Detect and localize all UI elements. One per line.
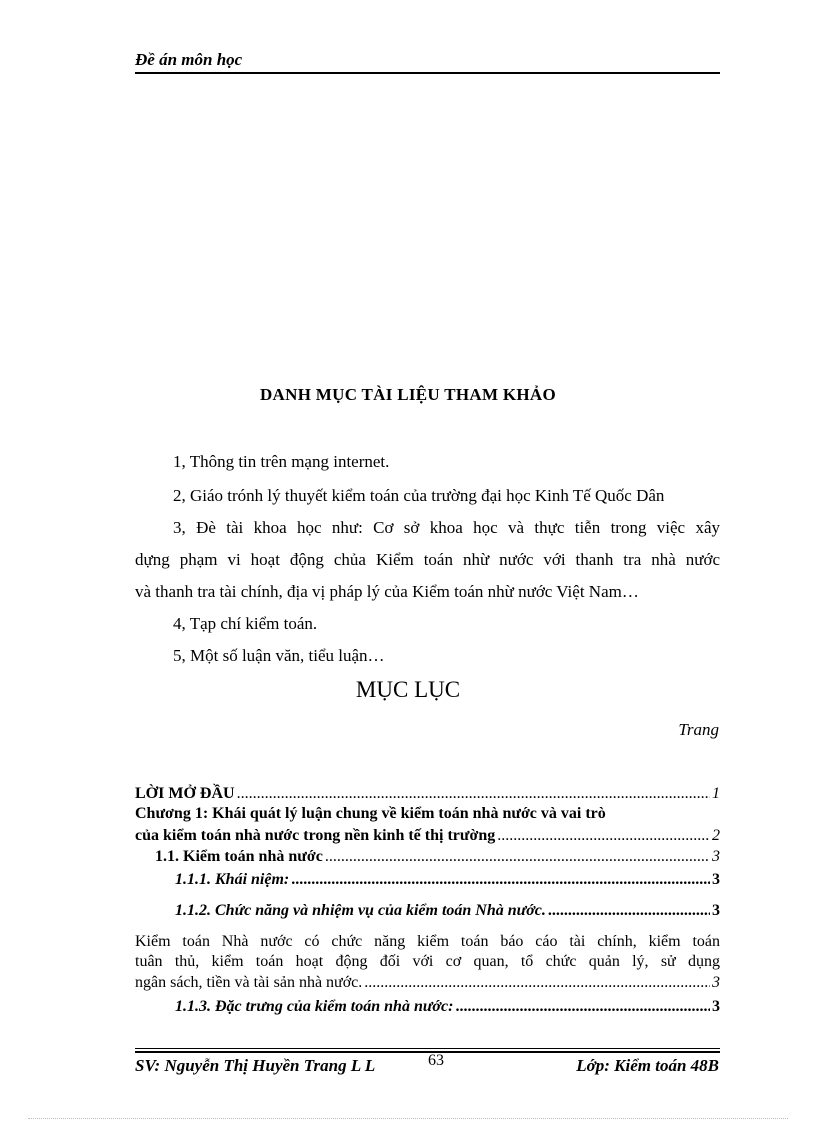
references-title: DANH MỤC TÀI LIỆU THAM KHẢO xyxy=(259,385,557,404)
toc-entry-page: 3 xyxy=(712,902,720,919)
page-edge xyxy=(28,1118,788,1119)
footer-student: SV: Nguyễn Thị Huyền Trang L L xyxy=(135,1056,376,1075)
toc-title: MỤC LỤC xyxy=(355,677,461,702)
toc-entry-page: 1 xyxy=(712,785,720,802)
reference-item: 2, Giáo trónh lý thuyết kiểm toán của trường đại học Kinh Tế Quốc Dân xyxy=(173,486,665,505)
header-title: Đề án môn học xyxy=(135,50,243,69)
toc-entry[interactable] xyxy=(135,785,720,803)
footer-class: Lớp: Kiểm toán 48B xyxy=(576,1056,719,1075)
toc-entry-page: 3 xyxy=(712,871,720,888)
reference-item: và thanh tra tài chính, địa vị pháp lý của Kiểm toán nhừ nước Việt Nam… xyxy=(135,582,639,601)
toc-entry-label: 1.1.2. Chức năng và nhiệm vụ của kiểm toán Nhà nước. xyxy=(175,902,546,919)
toc-entry[interactable] xyxy=(155,848,720,866)
toc-entry[interactable]: tuân thủ, kiểm toán hoạt động đối với cơ quan, tổ chức quản lý, sử dụng xyxy=(135,953,720,970)
toc-entry-page: 3 xyxy=(712,848,720,865)
toc-entry[interactable]: Chương 1: Khái quát lý luận chung về kiểm toán nhà nước và vai trò xyxy=(135,805,606,822)
toc-entry[interactable]: Kiểm toán Nhà nước có chức năng kiểm toán báo cáo tài chính, kiểm toán xyxy=(135,933,720,950)
toc-entry-label: của kiểm toán nhà nước trong nền kinh tế thị trường xyxy=(135,827,496,844)
toc-entry[interactable] xyxy=(175,871,720,889)
toc-page-label: Trang xyxy=(678,720,719,739)
reference-item: 4, Tạp chí kiểm toán. xyxy=(173,614,318,633)
toc-entry[interactable] xyxy=(135,827,720,845)
toc-entry[interactable] xyxy=(175,998,720,1016)
toc-entry-page: 3 xyxy=(712,974,720,991)
reference-item: dựng phạm vi hoạt động chủa Kiểm toán nhừ nước với thanh tra nhà nước xyxy=(135,550,720,569)
toc-entry-page: 3 xyxy=(712,998,720,1015)
reference-item: 5, Một số luận văn, tiểu luận… xyxy=(173,646,385,665)
toc-entry-page: 2 xyxy=(712,827,720,844)
footer-divider xyxy=(135,1048,720,1049)
reference-item: 1, Thông tin trên mạng internet. xyxy=(173,452,390,471)
reference-item: 3, Đè tài khoa học như: Cơ sở khoa học và thực tiễn trong việc xây xyxy=(173,518,720,537)
toc-entry[interactable] xyxy=(175,902,720,920)
toc-entry-label: ngân sách, tiền và tài sản nhà nước. xyxy=(135,974,363,991)
toc-entry-label: 1.1. Kiểm toán nhà nước xyxy=(155,848,323,865)
footer-page-number: 63 xyxy=(428,1052,444,1069)
page-header xyxy=(135,50,720,74)
toc-entry-label: 1.1.1. Khái niệm: xyxy=(175,871,290,888)
toc-entry[interactable] xyxy=(135,974,720,992)
toc-entry-label: 1.1.3. Đặc trưng của kiểm toán nhà nước: xyxy=(175,998,454,1015)
toc-entry-label: LỜI MỞ ĐẦU xyxy=(135,785,235,802)
